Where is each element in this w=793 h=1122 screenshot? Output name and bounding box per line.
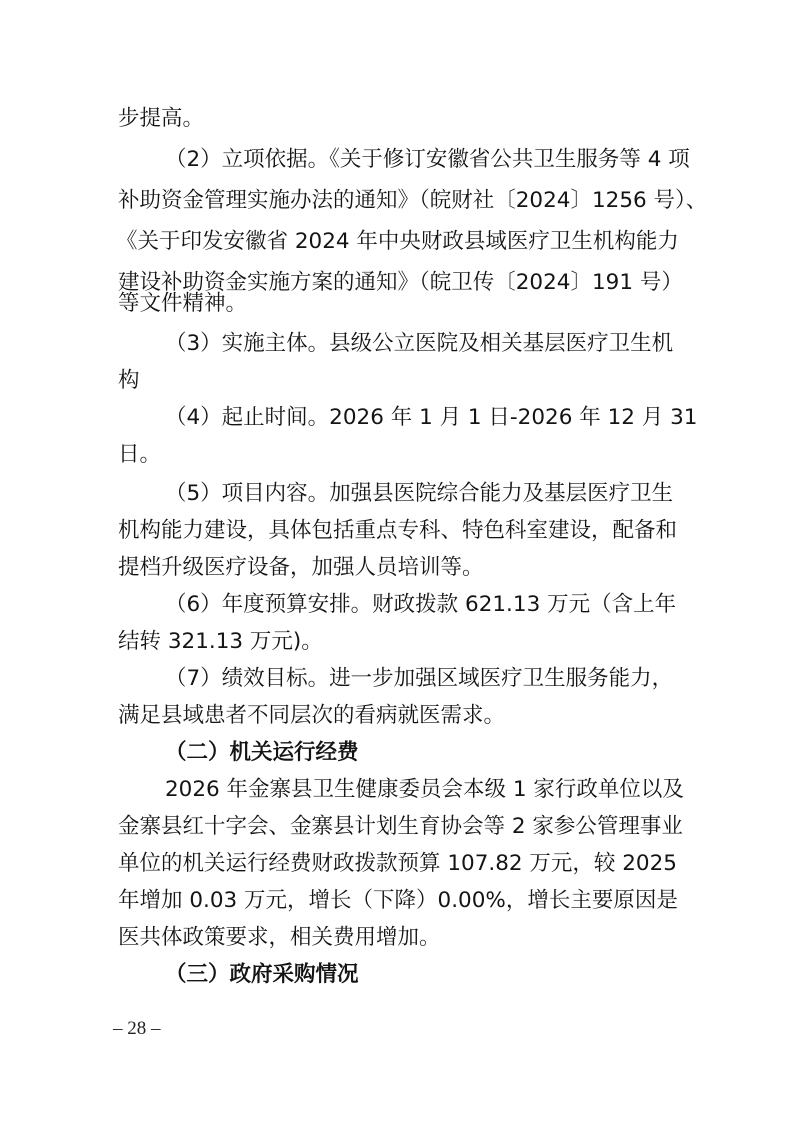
section-heading: （三）政府采购情况: [165, 962, 359, 987]
text-line: 日。: [118, 442, 162, 467]
text-line: （2）立项依据。《关于修订安徽省公共卫生服务等 4 项: [165, 147, 690, 172]
text-line: （6）年度预算安排。财政拨款 621.13 万元（含上年: [165, 592, 677, 617]
text-line: （3）实施主体。县级公立医院及相关基层医疗卫生机: [165, 331, 674, 356]
text-line: 《关于印发安徽省 2024 年中央财政县域医疗卫生机构能力: [116, 229, 679, 254]
text-line: （4）起止时间。2026 年 1 月 1 日-2026 年 12 月 31: [165, 405, 698, 430]
text-line: 单位的机关运行经费财政拨款预算 107.82 万元，较 2025: [118, 851, 677, 876]
text-line: 2026 年金寨县卫生健康委员会本级 1 家行政单位以及: [165, 777, 684, 802]
text-line: 等文件精神。: [118, 291, 248, 316]
text-line: 步提高。: [118, 106, 205, 131]
text-line: 构: [118, 368, 140, 393]
text-line: 结转 321.13 万元)。: [118, 629, 323, 654]
text-line: 年增加 0.03 万元，增长（下降）0.00%，增长主要原因是: [118, 888, 678, 913]
section-heading: （二）机关运行经费: [165, 740, 359, 765]
text-line: 医共体政策要求，相关费用增加。: [118, 925, 441, 950]
text-line: 金寨县红十字会、金寨县计划生育协会等 2 家参公管理事业: [118, 814, 683, 839]
text-line: 满足县域患者不同层次的看病就医需求。: [118, 703, 506, 728]
page-number: – 28 –: [113, 1018, 161, 1039]
text-line: 机构能力建设，具体包括重点专科、特色科室建设，配备和: [118, 518, 678, 543]
text-line: （7）绩效目标。进一步加强区域医疗卫生服务能力，: [165, 666, 674, 691]
text-line: 提档升级医疗设备，加强人员培训等。: [118, 555, 484, 580]
text-line: （5）项目内容。加强县医院综合能力及基层医疗卫生: [165, 481, 674, 506]
text-line: 建设补助资金实施方案的通知》（皖卫传〔2024〕191 号）: [118, 270, 683, 295]
text-line: 补助资金管理实施办法的通知》（皖财社〔2024〕1256 号）、: [118, 188, 708, 213]
